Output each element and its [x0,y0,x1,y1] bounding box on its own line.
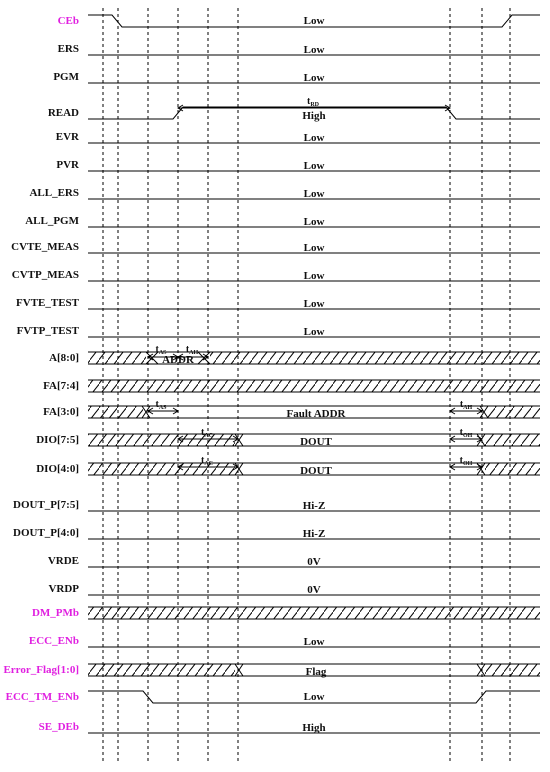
signal-name-label: PGM [53,71,79,83]
waveform-value-label: ADDR [162,354,194,366]
waveform-value-label: High [302,110,326,122]
timing-label-tac: $t_{AC}$ [200,427,214,439]
signal-name-label: READ [47,107,79,119]
timing-label-trd: $t_{RD}$ [306,96,320,108]
signal-names [3,15,80,733]
waveform-value-label: Low [303,72,325,84]
waveform-value-label: Low [303,188,325,200]
waveform-value-label: 0V [307,556,321,568]
hatched-region [88,607,540,619]
signal-name-label: DIO[7:5] [36,434,79,446]
signal-name-label: DOUT_P[7:5] [13,499,79,511]
waveform-value-label: Low [303,326,325,338]
signal-name-label: ALL_PGM [25,215,79,227]
signal-name-label: ERS [57,43,79,55]
hatched-region [88,352,146,364]
waveforms [88,15,540,734]
hatched-region [88,406,143,418]
waveform-value-label: Low [303,636,325,648]
signal-name-label: SE_DEb [38,721,79,733]
timing-label-tah: $t_{AH}$ [185,344,199,356]
bus-transition [235,463,243,475]
waveform-value-label: Low [303,298,325,310]
waveform-value-label: DOUT [300,436,332,448]
signal-name-label: Error_Flag[1:0] [3,664,79,676]
waveform-value-label: Low [303,44,325,56]
hatched-region [210,352,540,364]
hatched-region [88,380,540,392]
waveform-value-label: Hi-Z [302,500,326,512]
waveform-value-label: Low [303,15,325,27]
timing-label-tas: $t_{AS}$ [155,399,167,411]
signal-name-label: VRDE [47,555,79,567]
signal-name-label: A[8:0] [49,352,79,364]
waveform-value-label: 0V [307,584,321,596]
signal-name-label: FVTE_TEST [16,297,79,309]
waveform-value-label: Low [303,216,325,228]
waveform-value-label: Fault ADDR [286,408,346,420]
waveform-value-label: High [302,722,326,734]
signal-name-label: ALL_ERS [29,187,79,199]
hatched-region [88,664,235,676]
waveform-value-label: Low [303,691,325,703]
timing-label-tah: $t_{AH}$ [459,399,473,411]
hatched-region [485,664,540,676]
hatched-region [485,434,540,446]
signal-name-label: ECC_ENb [28,635,79,647]
bus-transition [198,358,204,364]
signal-name-label: DM_PMb [31,607,79,619]
timing-label-tas: $t_{AS}$ [155,344,167,356]
signal-name-label: EVR [55,131,79,143]
bus-transition [477,664,485,676]
hatched-region [485,463,540,475]
signal-name-label: CVTE_MEAS [11,241,79,253]
timing-label-toh: $t_{OH}$ [459,455,473,467]
waveform-value-label: Flag [305,666,327,678]
bus-transition [152,358,158,364]
waveform-value-label: Hi-Z [302,528,326,540]
bus-transition [235,664,243,676]
waveform-value-label: Low [303,270,325,282]
signal-name-label: FA[3:0] [43,406,79,418]
signal-name-label: DOUT_P[4:0] [13,527,79,539]
timing-label-toh: $t_{OH}$ [459,427,473,439]
timing-label-tac: $t_{AC}$ [200,455,214,467]
signal-name-label: FA[7:4] [43,380,79,392]
hatched-region [487,406,540,418]
signal-name-label: CVTP_MEAS [11,269,79,281]
signal-name-label: CEb [57,15,79,27]
signal-name-label: PVR [56,159,79,171]
waveform-value-label: DOUT [300,465,332,477]
signal-name-label: FVTP_TEST [16,325,79,337]
signal-name-label: ECC_TM_ENb [5,691,79,703]
signal-name-label: VRDP [48,583,79,595]
waveform-value-label: Low [303,160,325,172]
waveform-value-label: Low [303,242,325,254]
signal-name-label: DIO[4:0] [36,463,79,475]
waveform-value-label: Low [303,132,325,144]
